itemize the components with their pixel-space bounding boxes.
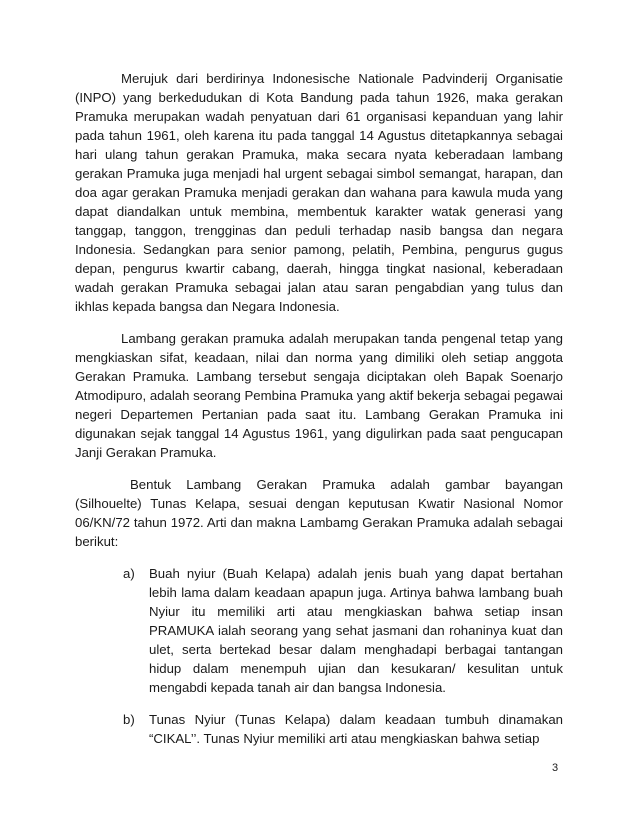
list-item <box>75 564 563 697</box>
list-item <box>75 710 563 748</box>
meaning-list <box>75 564 563 748</box>
paragraph-lambang-definition: Lambang gerakan pramuka adalah merupakan tanda pengenal tetap yang mengkiaskan sifat, keadaan, nilai dan norma yang dimiliki oleh setiap anggota Gerakan Pramuka. Lambang tersebut sengaja diciptakan oleh Bapak Soenarjo Atmodipuro, adalah seorang Pembina Pramuka yang aktif bekerja sebagai pegawai negeri Departemen Pertanian pada saat itu. Lambang Gerakan Pramuka ini digunakan sejak tanggal 14 Agustus 1961, yang digulirkan pada saat pengucapan Janji Gerakan Pramuka. <box>75 331 563 460</box>
list-item-text: Tunas Nyiur (Tunas Kelapa) dalam keadaan tumbuh dinamakan “CIKAL’’. Tunas Nyiur memiliki arti atau mengkiaskan bahwa setiap <box>149 712 563 746</box>
paragraph-inpo-history: Merujuk dari berdirinya Indonesische Nationale Padvinderij Organisatie (INPO) yang berkedudukan di Kota Bandung pada tahun 1926, maka gerakan Pramuka merupakan wadah penyatuan dari 61 organisasi kepanduan yang lahir pada tahun 1961, oleh karena itu pada tanggal 14 Agustus ditetapkannya sebagai hari ulang tahun gerakan Pramuka, maka secara nyata keberadaan lambang gerakan Pramuka juga menjadi hal urgent sebagai simbol semangat, harapan, dan doa agar gerakan Pramuka menjadi gerakan dan wahana para kawula muda yang dapat diandalkan untuk membina, membentuk karakter watak generasi yang tanggap, tanggon, trengginas dan peduli terhadap nasib bangsa dan negara Indonesia. Sedangkan para senior pamong, pelatih, Pembina, pengurus gugus depan, pengurus kwartir cabang, daerah, hingga tingkat nasional, keberadaan wadah gerakan Pramuka sebagai jalan atau saran pengabdian yang tulus dan ikhlas kepada bangsa dan Negara Indonesia. <box>75 71 563 314</box>
page-number: 3 <box>552 762 559 774</box>
paragraph-lambang-shape: Bentuk Lambang Gerakan Pramuka adalah gambar bayangan (Silhouelte) Tunas Kelapa, sesuai dengan keputusan Kwatir Nasional Nomor 06/KN/72 tahun 1972. Arti dan makna Lambamg Gerakan Pramuka adalah sebagai berikut: <box>75 477 563 549</box>
list-item-text: Buah nyiur (Buah Kelapa) adalah jenis buah yang dapat bertahan lebih lama dalam keadaan apapun juga. Artinya bahwa lambang buah Nyiur itu memiliki arti atau mengkiaskan bahwa setiap insan PRAMUKA ialah seorang yang sehat jasmani dan rohaninya kuat dan ulet, serta bertekad besar dalam menghadapi berbagai tantangan hidup dalam menempuh ujian dan kesukaran/ kesulitan untuk mengabdi kepada tanah air dan bangsa Indonesia. <box>149 566 563 695</box>
document-body <box>75 69 563 761</box>
list-marker: a) <box>123 566 135 581</box>
list-marker: b) <box>123 712 135 727</box>
